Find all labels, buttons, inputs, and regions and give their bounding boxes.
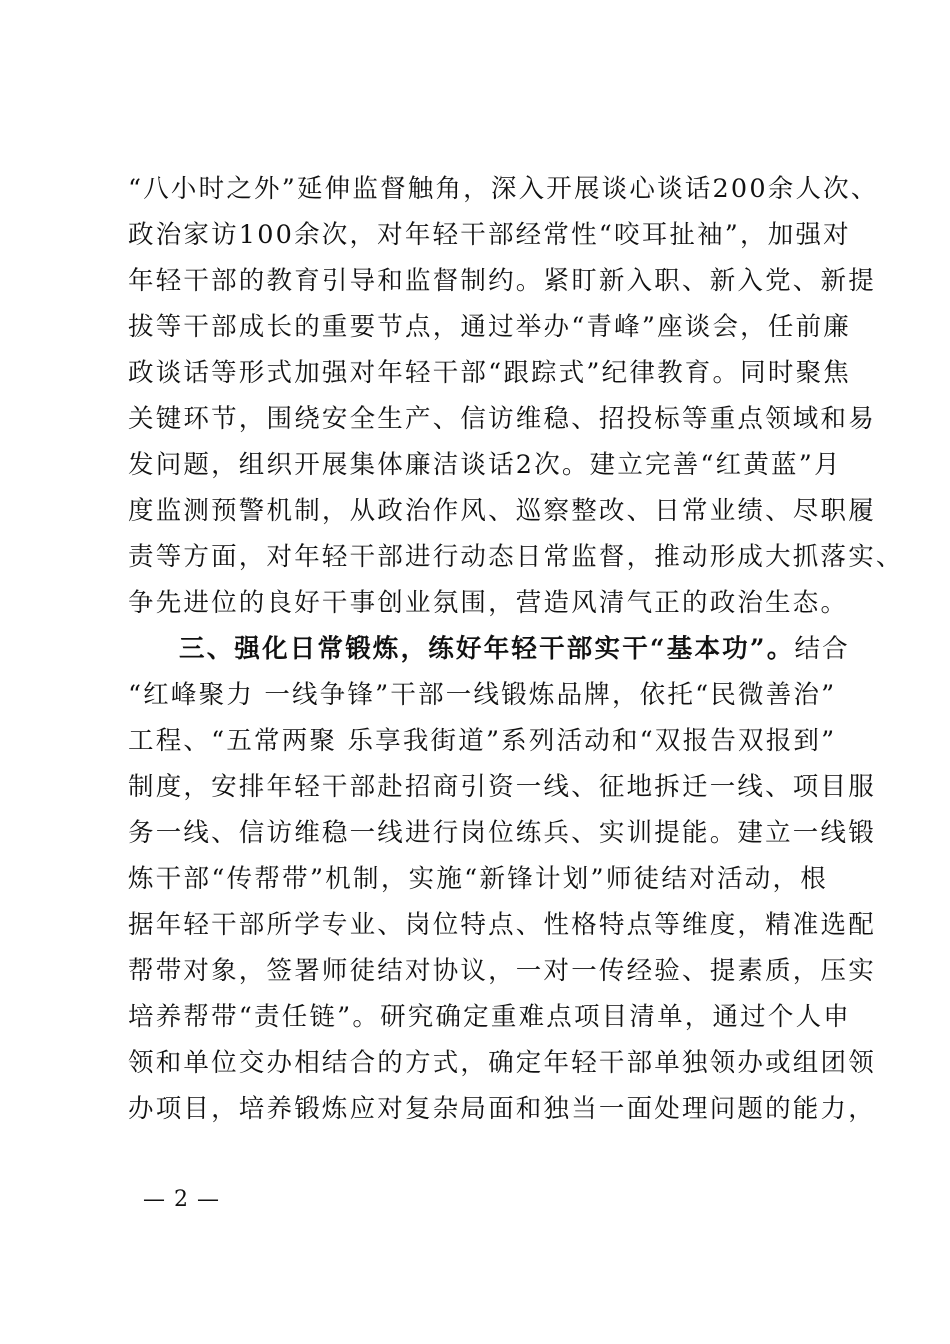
text-line: 据年轻干部所学专业、岗位特点、性格特点等维度，精准选配 [128, 910, 876, 940]
section-three-first-line [128, 626, 850, 672]
text-line: 度监测预警机制，从政治作风、巡察整改、日常业绩、尽职履 [128, 496, 876, 526]
text-line: 责等方面，对年轻干部进行动态日常监督，推动形成大抓落实、 [128, 542, 904, 572]
text-line: “八小时之外”延伸监督触角，深入开展谈心谈话200余人次、 [128, 174, 879, 204]
text-line: 年轻干部的教育引导和监督制约。紧盯新入职、新入党、新提 [128, 266, 876, 296]
text-line: 拔等干部成长的重要节点，通过举办“青峰”座谈会，任前廉 [128, 312, 851, 342]
text-line: 炼干部“传帮带”机制，实施“新锋计划”师徒结对活动，根 [128, 864, 828, 894]
text-line: 发问题，组织开展集体廉洁谈话2次。建立完善“红黄蓝”月 [128, 450, 842, 480]
text-line: 务一线、信访维稳一线进行岗位练兵、实训提能。建立一线锻 [128, 818, 876, 848]
section-heading: 三、强化日常锻炼，练好年轻干部实干“基本功”。 [179, 634, 795, 664]
text-line: 制度，安排年轻干部赴招商引资一线、征地拆迁一线、项目服 [128, 772, 876, 802]
text-line: 争先进位的良好干事创业氛围，营造风清气正的政治生态。 [128, 588, 849, 618]
text-line: 政谈话等形式加强对年轻干部“跟踪式”纪律教育。同时聚焦 [128, 358, 851, 388]
text-line: 帮带对象，签署师徒结对协议，一对一传经验、提素质，压实 [128, 956, 876, 986]
section-first-line-rest: 结合 [794, 634, 850, 664]
text-line: 关键环节，围绕安全生产、信访维稳、招投标等重点领域和易 [128, 404, 876, 434]
text-line: 政治家访100余次，对年轻干部经常性“咬耳扯袖”，加强对 [128, 220, 851, 250]
text-line: 办项目，培养锻炼应对复杂局面和独当一面处理问题的能力， [128, 1094, 876, 1124]
text-line: “红峰聚力 一线争锋”干部一线锻炼品牌，依托“民微善治” [128, 680, 837, 710]
page-number: — 2 — [143, 1187, 220, 1212]
text-line: 领和单位交办相结合的方式，确定年轻干部单独领办或组团领 [128, 1048, 876, 1078]
text-line: 工程、“五常两聚 乐享我街道”系列活动和“双报告双报到” [128, 726, 837, 756]
body-text [128, 166, 904, 1132]
text-line: 培养帮带“责任链”。研究确定重难点项目清单，通过个人申 [128, 1002, 851, 1032]
